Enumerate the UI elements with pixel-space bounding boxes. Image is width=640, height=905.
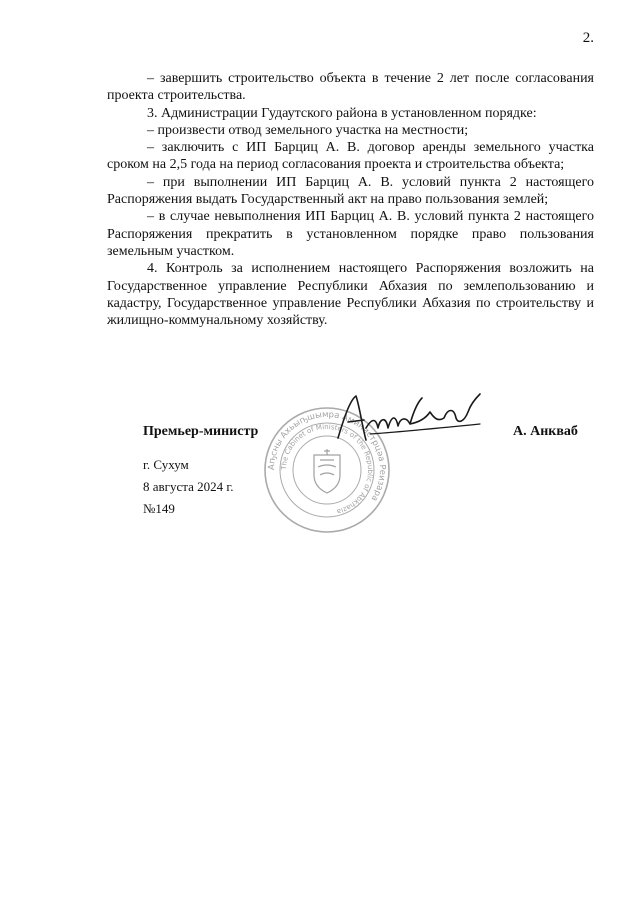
seal-inner-text: The Cabinet of Ministers of the Republic of Abkhazia [279, 422, 375, 516]
document-number: №149 [143, 501, 175, 516]
signatory-title: Премьер-министр [143, 424, 259, 439]
seal-outer-text: Аҧсны Ахьыҧшымра Аминистрцәа Реизара [266, 409, 388, 503]
paragraph: 4. Контроль за исполнением настоящего Распоряжения возложить на Государственное управление Республики Абхазия по землепользованию и кадастру, Государственное управление Республики Абхазия по строительству и жилищно-коммунальному хозяйству. [107, 261, 594, 329]
issue-date: 8 августа 2024 г. [143, 479, 234, 494]
signatory-name: А. Анкваб [513, 424, 578, 439]
paragraph: 3. Администрации Гудаутского района в установленном порядке: [147, 105, 537, 121]
issue-city: г. Сухум [143, 457, 189, 472]
coat-of-arms-icon [314, 449, 340, 493]
paragraph: – завершить строительство объекта в течение 2 лет после согласования проекта строительства. [107, 71, 594, 104]
paragraph: – в случае невыполнения ИП Барциц А. В. условий пункта 2 настоящего Распоряжения прекратить в установленном порядке право пользования земельным участком. [107, 209, 594, 259]
paragraph: – при выполнении ИП Барциц А. В. условий пункта 2 настоящего Распоряжения выдать Государственный акт на право пользования землей; [107, 174, 594, 208]
paragraph: – произвести отвод земельного участка на местности; [147, 122, 469, 138]
handwritten-signature [330, 388, 490, 448]
document-body [107, 70, 594, 329]
page-number: 2. [582, 30, 594, 46]
paragraph: – заключить с ИП Барциц А. В. договор аренды земельного участка сроком на 2,5 года на период согласования проекта и строительства объекта; [107, 140, 594, 173]
